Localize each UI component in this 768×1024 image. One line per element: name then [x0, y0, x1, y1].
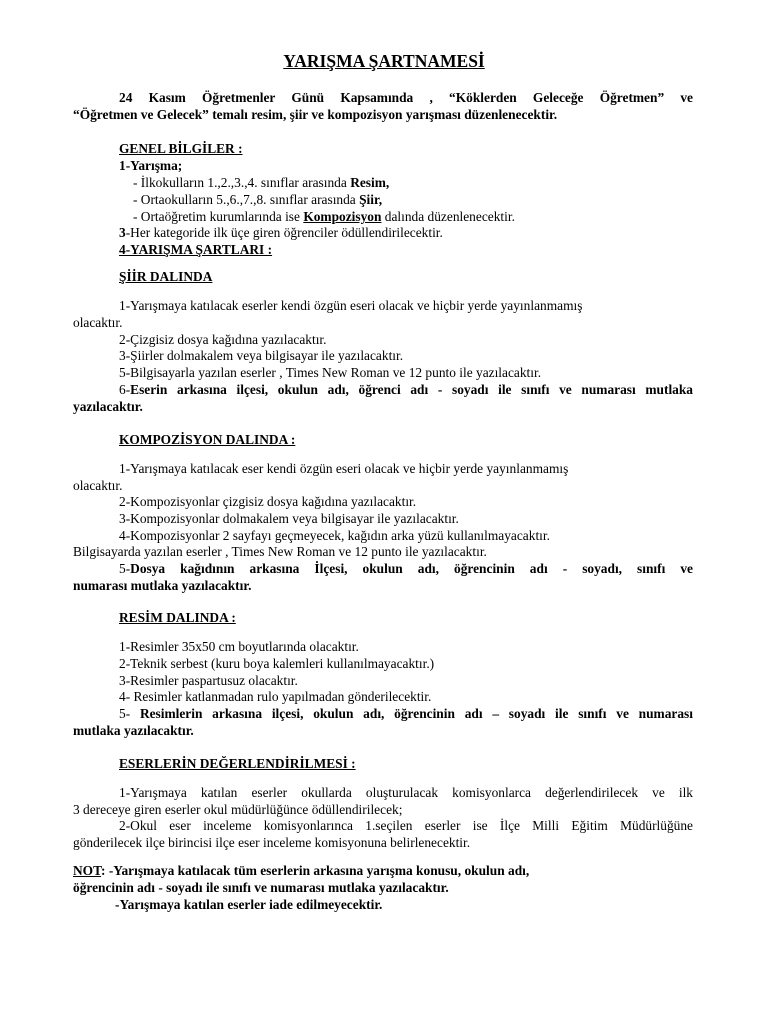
general-item-high: - Ortaöğretim kurumlarında ise Kompozisyon dalında düzenlenecektir. — [133, 209, 515, 224]
painting-rule-1: 1-Resimler 35x50 cm boyutlarında olacaktır. — [119, 639, 359, 654]
note-line-2: öğrencinin adı - soyadı ile sınıfı ve numarası mutlaka yazılacaktır. — [73, 880, 449, 895]
note-line-1: NOT: -Yarışmaya katılacak tüm eserlerin arkasına yarışma konusu, okulun adı, — [73, 863, 530, 878]
composition-rule-4-cont: Bilgisayarda yazılan eserler , Times New Roman ve 12 punto ile yazılacaktır. — [73, 544, 487, 559]
evaluation-item-1: 1-Yarışmaya katılan eserler okullarda oluşturulacak komisyonlarca değerlendirilecek ve ilk — [119, 785, 693, 800]
intro-line-1: 24 Kasım Öğretmenler Günü Kapsamında , “Köklerden Geleceğe Öğretmen” ve — [119, 90, 693, 105]
poem-heading: ŞİİR DALINDA — [119, 269, 213, 284]
conditions-heading: 4-YARIŞMA ŞARTLARI : — [119, 242, 273, 257]
poem-rule-5: 5-Bilgisayarla yazılan eserler , Times New Roman ve 12 punto ile yazılacaktır. — [119, 365, 542, 380]
poem-rule-3: 3-Şiirler dolmakalem veya bilgisayar ile yazılacaktır. — [119, 348, 404, 363]
composition-rule-4: 4-Kompozisyonlar 2 sayfayı geçmeyecek, kağıdın arka yüzü kullanılmayacaktır. — [119, 528, 550, 543]
painting-rule-5-cont: mutlaka yazılacaktır. — [73, 723, 194, 738]
painting-rule-2: 2-Teknik serbest (kuru boya kalemleri kullanılmayacaktır.) — [119, 656, 435, 671]
general-subheading: 1-Yarışma; — [119, 158, 183, 173]
poem-rule-6: 6-Eserin arkasına ilçesi, okulun adı, öğrenci adı - soyadı ile sınıfı ve numarası mutlaka — [119, 382, 693, 397]
document-title: YARIŞMA ŞARTNAMESİ — [283, 51, 485, 71]
poem-rule-1: 1-Yarışmaya katılacak eserler kendi özgün eseri olacak ve hiçbir yerde yayınlanmamış — [119, 298, 583, 313]
general-item-primary: - İlkokulların 1.,2.,3.,4. sınıflar arasında Resim, — [133, 175, 390, 190]
evaluation-item-2-cont: gönderilecek ilçe birincisi ilçe eser inceleme komisyonuna belirlenecektir. — [73, 835, 471, 850]
general-heading: GENEL BİLGİLER : — [119, 141, 243, 156]
intro-line-2: “Öğretmen ve Gelecek” temalı resim, şiir ve kompozisyon yarışması düzenlenecektir. — [73, 107, 558, 122]
painting-rule-5: 5- Resimlerin arkasına ilçesi, okulun adı, öğrencinin adı – soyadı ile sınıfı ve numarası — [119, 706, 693, 721]
evaluation-item-2: 2-Okul eser inceleme komisyonlarınca 1.seçilen eserler ise İlçe Milli Eğitim Müdürlüğüne — [119, 818, 693, 833]
note-label: NOT — [73, 863, 102, 878]
composition-rule-3: 3-Kompozisyonlar dolmakalem veya bilgisayar ile yazılacaktır. — [119, 511, 459, 526]
painting-rule-4: 4- Resimler katlanmadan rulo yapılmadan gönderilecektir. — [119, 689, 432, 704]
composition-rule-2: 2-Kompozisyonlar çizgisiz dosya kağıdına yazılacaktır. — [119, 494, 417, 509]
composition-rule-5-cont: numarası mutlaka yazılacaktır. — [73, 578, 252, 593]
composition-rule-1: 1-Yarışmaya katılacak eser kendi özgün eseri olacak ve hiçbir yerde yayınlanmamış — [119, 461, 569, 476]
painting-rule-3: 3-Resimler paspartusuz olacaktır. — [119, 673, 298, 688]
general-item-middle: - Ortaokulların 5.,6.,7.,8. sınıflar arasında Şiir, — [133, 192, 383, 207]
poem-rule-2: 2-Çizgisiz dosya kağıdına yazılacaktır. — [119, 332, 327, 347]
evaluation-item-1-cont: 3 dereceye giren eserler okul müdürlüğünce ödüllendirilecek; — [73, 802, 403, 817]
poem-rule-1-cont: olacaktır. — [73, 315, 123, 330]
evaluation-heading: ESERLERİN DEĞERLENDİRİLMESİ : — [119, 756, 356, 771]
poem-rule-6-cont: yazılacaktır. — [73, 399, 143, 414]
composition-rule-1-cont: olacaktır. — [73, 478, 123, 493]
painting-heading: RESİM DALINDA : — [119, 610, 236, 625]
composition-rule-5: 5-Dosya kağıdının arkasına İlçesi, okulun adı, öğrencinin adı - soyadı, sınıfı ve — [119, 561, 693, 576]
composition-heading: KOMPOZİSYON DALINDA : — [119, 432, 296, 447]
general-item-3: 3-Her kategoride ilk üçe giren öğrenciler ödüllendirilecektir. — [119, 225, 443, 240]
note-line-3: -Yarışmaya katılan eserler iade edilmeyecektir. — [115, 897, 383, 912]
